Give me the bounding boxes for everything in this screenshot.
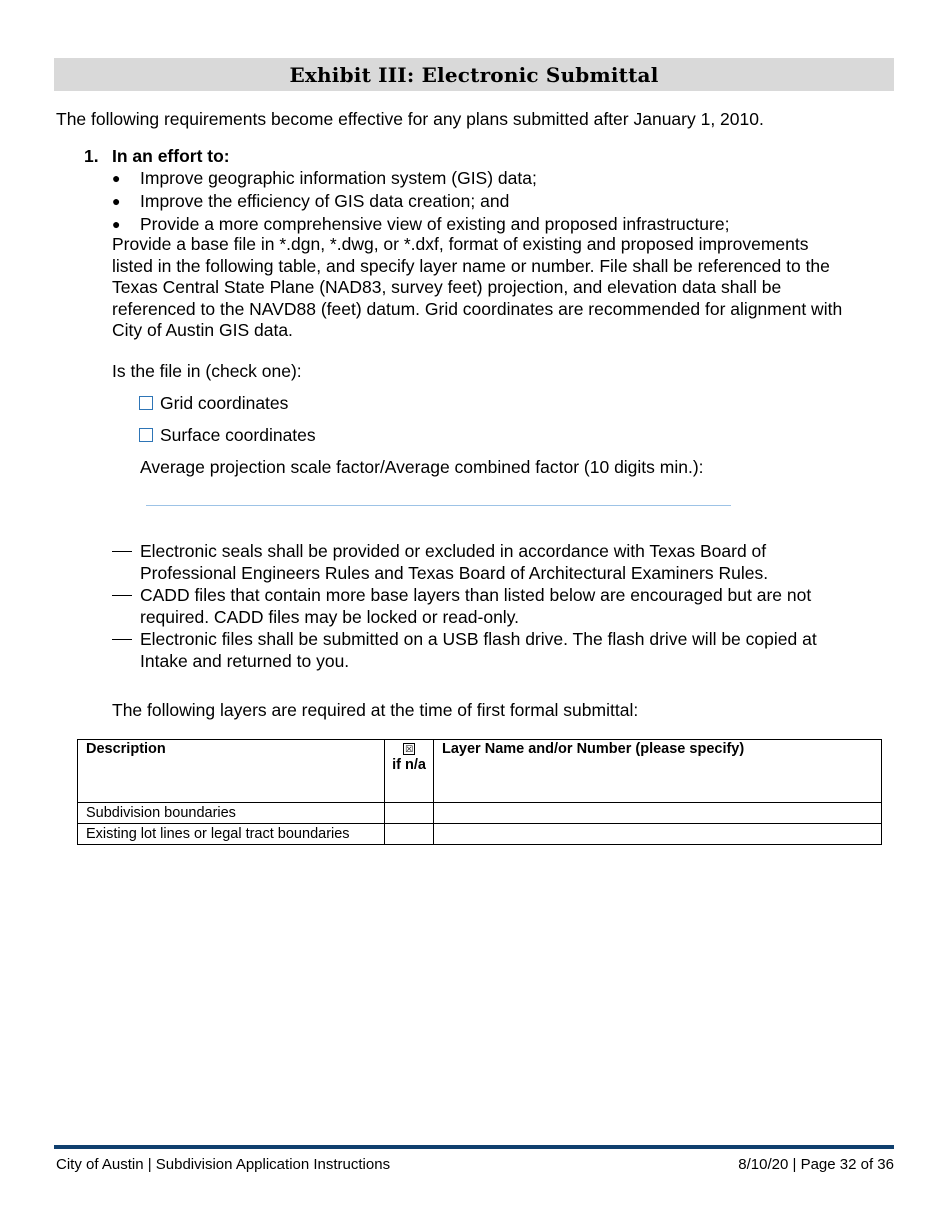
bullet-item: Improve the efficiency of GIS data creation; and bbox=[140, 191, 510, 211]
scale-factor-label: Average projection scale factor/Average combined factor (10 digits min.): bbox=[140, 457, 704, 477]
row-description: Existing lot lines or legal tract boundaries bbox=[78, 824, 385, 845]
layer-name-header: Layer Name and/or Number (please specify) bbox=[434, 740, 882, 803]
footer-rule bbox=[54, 1145, 894, 1149]
row-layer-name-cell[interactable] bbox=[434, 824, 882, 845]
section-heading: In an effort to: bbox=[112, 146, 230, 166]
paragraph-line: Provide a base file in *.dgn, *.dwg, or *.dxf, format of existing and proposed improvements bbox=[112, 234, 809, 254]
section-number: 1. bbox=[84, 146, 99, 166]
footer-page-info: 8/10/20 | Page 32 of 36 bbox=[738, 1156, 894, 1173]
intro-text: The following requirements become effective for any plans submitted after January 1, 2010. bbox=[56, 109, 764, 129]
bullet-item: Improve geographic information system (GIS) data; bbox=[140, 168, 537, 188]
layers-intro: The following layers are required at the time of first formal submittal: bbox=[112, 700, 639, 720]
na-header-label: if n/a bbox=[392, 757, 426, 773]
paragraph-line: referenced to the NAVD88 (feet) datum. Grid coordinates are recommended for alignment with bbox=[112, 298, 843, 319]
surface-coordinates-checkbox[interactable] bbox=[139, 428, 153, 442]
note-line: Electronic seals shall be provided or excluded in accordance with Texas Board of bbox=[140, 541, 767, 561]
dash-bullet-icon bbox=[112, 595, 132, 596]
bullet-dot-icon: ● bbox=[112, 193, 121, 209]
table-row bbox=[78, 824, 882, 845]
na-header bbox=[385, 740, 434, 803]
grid-coordinates-label: Grid coordinates bbox=[160, 393, 289, 413]
paragraph-line: City of Austin GIS data. bbox=[112, 320, 293, 340]
grid-coordinates-checkbox[interactable] bbox=[139, 396, 153, 410]
row-na-cell[interactable] bbox=[385, 824, 434, 845]
base-file-paragraph bbox=[112, 234, 902, 342]
row-description: Subdivision boundaries bbox=[78, 803, 385, 824]
note-line: Intake and returned to you. bbox=[140, 651, 350, 671]
exhibit-title: Exhibit III: Electronic Submittal bbox=[289, 62, 659, 87]
table-row bbox=[78, 803, 882, 824]
row-layer-name-cell[interactable] bbox=[434, 803, 882, 824]
bullet-dot-icon: ● bbox=[112, 170, 121, 186]
scale-factor-input-line[interactable] bbox=[146, 505, 731, 506]
layers-table bbox=[77, 739, 882, 845]
dash-bullet-icon bbox=[112, 639, 132, 640]
checked-box-icon: ☒ bbox=[404, 744, 414, 755]
bullet-dot-icon: ● bbox=[112, 216, 121, 232]
paragraph-line: Texas Central State Plane (NAD83, survey feet) projection, and elevation data shall be bbox=[112, 277, 782, 297]
footer-document-title: City of Austin | Subdivision Application Instructions bbox=[56, 1156, 391, 1173]
exhibit-title-band bbox=[54, 58, 894, 91]
bullet-item: Provide a more comprehensive view of existing and proposed infrastructure; bbox=[140, 214, 730, 234]
table-header-row bbox=[78, 740, 882, 803]
note-line: Electronic files shall be submitted on a USB flash drive. The flash drive will be copied at bbox=[140, 629, 817, 649]
description-header: Description bbox=[78, 740, 385, 803]
paragraph-line: listed in the following table, and specify layer name or number. File shall be referenced to the bbox=[112, 255, 830, 276]
note-line: CADD files that contain more base layers than listed below are encouraged but are not bbox=[140, 585, 812, 605]
dash-bullet-icon bbox=[112, 551, 132, 552]
note-line: required. CADD files may be locked or read-only. bbox=[140, 607, 520, 627]
check-one-prompt: Is the file in (check one): bbox=[112, 361, 302, 381]
surface-coordinates-label: Surface coordinates bbox=[160, 425, 316, 445]
note-line: Professional Engineers Rules and Texas Board of Architectural Examiners Rules. bbox=[140, 563, 769, 583]
row-na-cell[interactable] bbox=[385, 803, 434, 824]
